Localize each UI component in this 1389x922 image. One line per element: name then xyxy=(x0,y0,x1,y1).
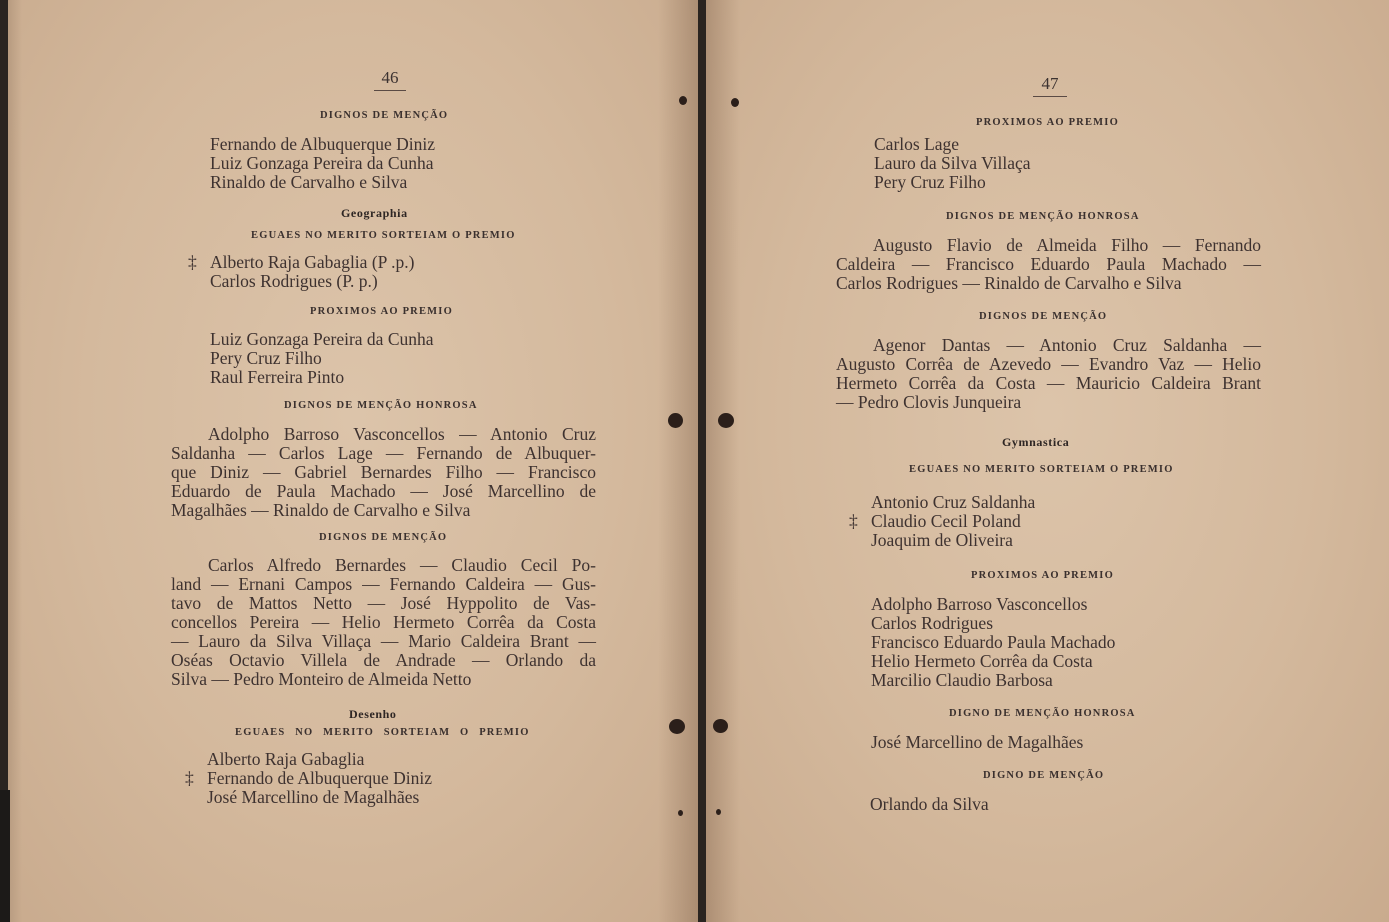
honrosa-paragraph xyxy=(171,425,596,520)
honrosa-heading: DIGNOS DE MENÇÃO HONROSA xyxy=(284,400,478,411)
paragraph-line: concellos Pereira — Helio Hermeto Corrêa da Costa xyxy=(171,612,596,632)
list-item xyxy=(849,511,1035,531)
binding-hole xyxy=(678,810,683,816)
list-item: Carlos Rodrigues xyxy=(871,613,994,633)
list-item: Lauro da Silva Villaça xyxy=(874,153,1031,173)
list-item: Pery Cruz Filho xyxy=(210,348,322,368)
section-title-geographia: Geographia xyxy=(341,206,408,220)
right-page xyxy=(706,0,1389,922)
paragraph-line: Magalhães — Rinaldo de Carvalho e Silva xyxy=(171,500,471,520)
binding-hole xyxy=(669,719,685,734)
honrosa-heading: DIGNO DE MENÇÃO HONROSA xyxy=(949,708,1136,719)
mencao-paragraph xyxy=(171,556,596,689)
page-edge xyxy=(8,0,22,922)
list-item xyxy=(871,531,1035,550)
list-item-name: Alberto Raja Gabaglia (P .p.) xyxy=(210,252,415,272)
binding-hole xyxy=(718,413,734,428)
proximos-heading: PROXIMOS AO PREMIO xyxy=(976,117,1119,128)
paragraph-line: land — Ernani Campos — Fernando Caldeira — Gus- xyxy=(171,574,596,594)
list-item: Rinaldo de Carvalho e Silva xyxy=(210,172,408,192)
page-number xyxy=(374,68,406,91)
paragraph-line: — Pedro Clovis Junqueira xyxy=(836,392,1022,412)
paragraph-line: Adolpho Barroso Vasconcellos — Antonio Cruz xyxy=(208,424,596,444)
gymnastica-proximos-list xyxy=(871,595,1115,690)
gutter-shadow xyxy=(706,0,740,922)
list-item: Helio Hermeto Corrêa da Costa xyxy=(871,651,1093,671)
list-item-name: José Marcellino de Magalhães xyxy=(207,787,420,807)
paragraph-line: Saldanha — Carlos Lage — Fernando de Albuquer- xyxy=(171,443,596,463)
gymnastica-mencao-list xyxy=(870,795,989,814)
dagger-mark: ‡ xyxy=(849,511,858,531)
paragraph-line: Agenor Dantas — Antonio Cruz Saldanha — xyxy=(873,335,1261,355)
dagger-mark: ‡ xyxy=(185,768,194,788)
mencao-heading: DIGNO DE MENÇÃO xyxy=(983,770,1105,781)
list-item: Luiz Gonzaga Pereira da Cunha xyxy=(210,329,434,349)
desenho-eguaes-list xyxy=(185,749,433,807)
dignos-mencao-list xyxy=(210,135,435,192)
list-item: Carlos Lage xyxy=(874,134,960,154)
list-item: Pery Cruz Filho xyxy=(874,172,986,192)
list-item xyxy=(188,252,415,272)
page-number-rule xyxy=(1033,96,1067,97)
list-item: Adolpho Barroso Vasconcellos xyxy=(871,594,1088,614)
gymnastica-honrosa-list xyxy=(871,733,1083,752)
mencao-paragraph xyxy=(836,336,1261,412)
page-number xyxy=(1033,74,1067,97)
binding-hole xyxy=(731,98,739,107)
paragraph-line: Hermeto Corrêa da Costa — Mauricio Caldeira Brant xyxy=(836,373,1261,393)
proximos-list xyxy=(210,330,434,387)
list-item: Orlando da Silva xyxy=(870,794,989,814)
list-item-name: Claudio Cecil Poland xyxy=(871,511,1021,531)
honrosa-heading: DIGNOS DE MENÇÃO HONROSA xyxy=(946,211,1140,222)
section-title-gymnastica: Gymnastica xyxy=(1002,435,1070,449)
paragraph-line: que Diniz — Gabriel Bernardes Filho — Francisco xyxy=(171,462,596,482)
paragraph-line: Augusto Flavio de Almeida Filho — Fernando xyxy=(873,235,1261,255)
binding-hole xyxy=(713,719,728,733)
list-item xyxy=(185,768,433,788)
paragraph-line: — Lauro da Silva Villaça — Mario Caldeira Brant — xyxy=(171,631,596,651)
list-item: Luiz Gonzaga Pereira da Cunha xyxy=(210,153,434,173)
proximos-heading: PROXIMOS AO PREMIO xyxy=(971,570,1114,581)
dignos-mencao-heading: DIGNOS DE MENÇÃO xyxy=(320,110,449,121)
paragraph-line: Carlos Alfredo Bernardes — Claudio Cecil Po- xyxy=(208,555,596,575)
paragraph-line: tavo de Mattos Netto — José Hyppolito de Vas- xyxy=(171,593,596,613)
paragraph-line: Oséas Octavio Villela de Andrade — Orlando da xyxy=(171,650,596,670)
paragraph-line: Eduardo de Paula Machado — José Marcellino de xyxy=(171,481,596,501)
left-page xyxy=(8,0,698,922)
list-item: Fernando de Albuquerque Diniz xyxy=(210,134,436,154)
binding-hole xyxy=(679,96,687,105)
dagger-mark: ‡ xyxy=(188,252,197,272)
list-item xyxy=(207,750,432,769)
eguaes-heading: EGUAES NO MERITO SORTEIAM O PREMIO xyxy=(909,464,1174,475)
eguaes-heading: EGUAES NO MERITO SORTEIAM O PREMIO xyxy=(235,727,530,738)
eguaes-heading: EGUAES NO MERITO SORTEIAM O PREMIO xyxy=(251,230,516,241)
binding-hole xyxy=(716,809,721,815)
list-item-name: Carlos Rodrigues (P. p.) xyxy=(210,271,378,291)
list-item: Marcilio Claudio Barbosa xyxy=(871,670,1053,690)
gymnastica-eguaes-list xyxy=(849,492,1036,550)
list-item-name: Alberto Raja Gabaglia xyxy=(207,749,365,769)
mencao-heading: DIGNOS DE MENÇÃO xyxy=(979,311,1108,322)
list-item xyxy=(871,493,1035,512)
list-item-name: Antonio Cruz Saldanha xyxy=(871,492,1036,512)
paragraph-line: Carlos Rodrigues — Rinaldo de Carvalho e Silva xyxy=(836,273,1182,293)
list-item: Raul Ferreira Pinto xyxy=(210,367,345,387)
list-item xyxy=(210,272,414,291)
gutter-shadow xyxy=(658,0,698,922)
page-number-text: 46 xyxy=(381,68,399,87)
list-item: José Marcellino de Magalhães xyxy=(871,732,1084,752)
list-item xyxy=(207,788,432,807)
mencao-heading: DIGNOS DE MENÇÃO xyxy=(319,532,448,543)
section-title-desenho: Desenho xyxy=(349,707,397,721)
scan-edge xyxy=(0,790,10,922)
binding-hole xyxy=(668,413,683,428)
list-item: Francisco Eduardo Paula Machado xyxy=(871,632,1116,652)
honrosa-paragraph xyxy=(836,236,1261,293)
proximos-heading: PROXIMOS AO PREMIO xyxy=(310,306,453,317)
page-number-rule xyxy=(374,90,406,91)
paragraph-line: Caldeira — Francisco Eduardo Paula Machado — xyxy=(836,254,1261,274)
page-number-text: 47 xyxy=(1041,74,1059,93)
list-item-name: Joaquim de Oliveira xyxy=(871,530,1013,550)
paragraph-line: Silva — Pedro Monteiro de Almeida Netto xyxy=(171,669,472,689)
paragraph-line: Augusto Corrêa de Azevedo — Evandro Vaz — Helio xyxy=(836,354,1261,374)
eguaes-list xyxy=(188,252,415,291)
list-item-name: Fernando de Albuquerque Diniz xyxy=(207,768,433,788)
proximos-list xyxy=(874,135,1031,192)
